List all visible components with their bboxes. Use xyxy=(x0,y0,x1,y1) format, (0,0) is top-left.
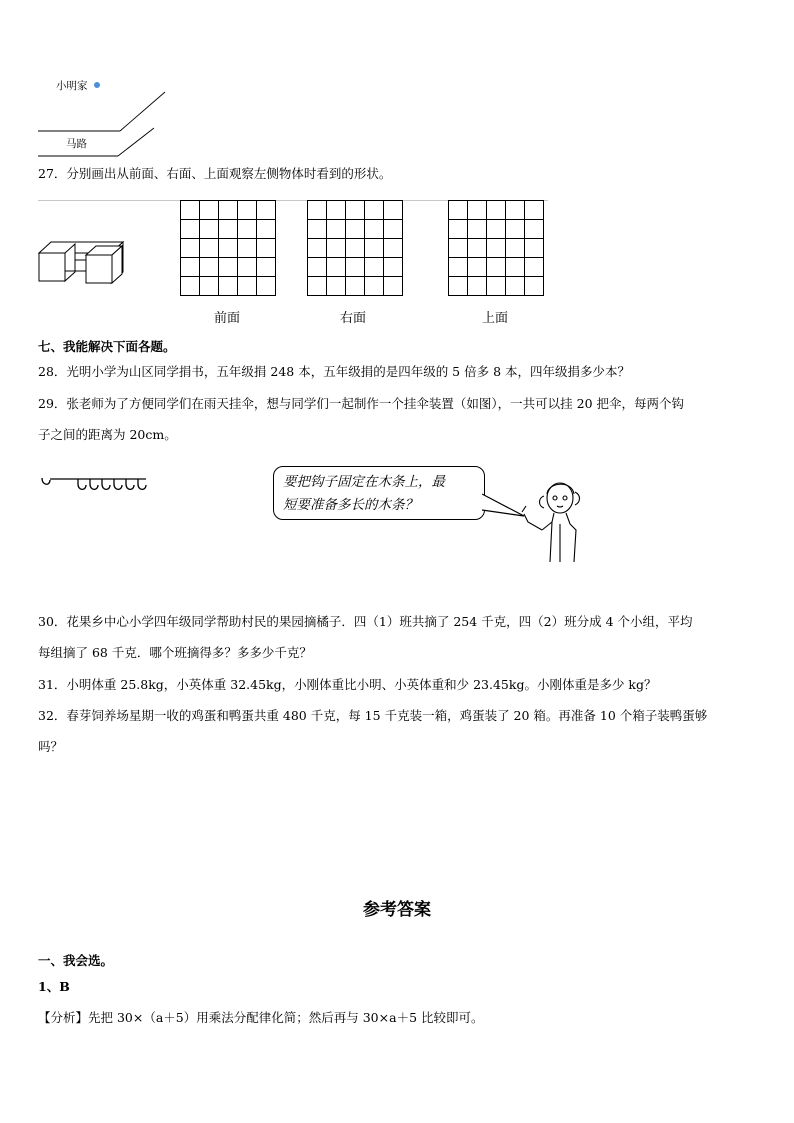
question-31: 31．小明体重 25.8kg，小英体重 32.45kg，小刚体重比小明、小英体重和少 23.45kg。小刚体重是多少 kg？ xyxy=(38,677,657,692)
section-7-title: 七、我能解决下面各题。 xyxy=(38,339,176,354)
map-figure xyxy=(34,70,174,160)
answer-1-analysis: 【分析】先把 30×（a＋5）用乘法分配律化简；然后再与 30×a＋5 比较即可。 xyxy=(38,1010,484,1025)
question-29-line1: 29．张老师为了方便同学们在雨天挂伞，想与同学们一起制作一个挂伞装置（如图），一共可以挂 20 把伞，每两个钩 xyxy=(38,396,685,411)
road-label: 马路 xyxy=(66,138,87,150)
grid-right[interactable] xyxy=(307,200,403,296)
question-27: 27．分别画出从前面、右面、上面观察左侧物体时看到的形状。 xyxy=(38,166,392,181)
grid-top[interactable] xyxy=(448,200,544,296)
label-right: 右面 xyxy=(340,311,367,326)
answer-1: 1、B xyxy=(38,979,70,994)
home-label: 小明家 xyxy=(56,80,88,92)
label-front: 前面 xyxy=(214,311,241,326)
question-29-line2: 子之间的距离为 20cm。 xyxy=(38,427,177,442)
answers-section-1: 一、我会选。 xyxy=(38,953,114,968)
grid-front[interactable] xyxy=(180,200,276,296)
question-32-line1: 32．春芽饲养场星期一收的鸡蛋和鸭蛋共重 480 千克，每 15 千克装一箱，鸡蛋装了 20 箱。再准备 10 个箱子装鸭蛋够 xyxy=(38,708,708,723)
bubble-text-line2: 短要准备多长的木条？ xyxy=(283,497,418,513)
answers-title: 参考答案 xyxy=(363,900,431,920)
question-28: 28．光明小学为山区同学捐书，五年级捐 248 本，五年级捐的是四年级的 5 倍多 8 本，四年级捐多少本？ xyxy=(38,364,631,379)
teacher-figure xyxy=(520,474,586,566)
bubble-text-line1: 要把钩子固定在木条上，最 xyxy=(283,474,445,490)
question-32-line2: 吗？ xyxy=(38,739,64,754)
cube-object xyxy=(36,236,132,286)
hook-rail-figure xyxy=(36,470,151,500)
road-lines xyxy=(34,70,174,160)
question-30-line1: 30．花果乡中心小学四年级同学帮助村民的果园摘橘子．四（1）班共摘了 254 千克，四（2）班分成 4 个小组，平均 xyxy=(38,614,693,629)
question-30-line2: 每组摘了 68 千克．哪个班摘得多？多多少千克？ xyxy=(38,645,312,660)
label-top: 上面 xyxy=(482,311,509,326)
